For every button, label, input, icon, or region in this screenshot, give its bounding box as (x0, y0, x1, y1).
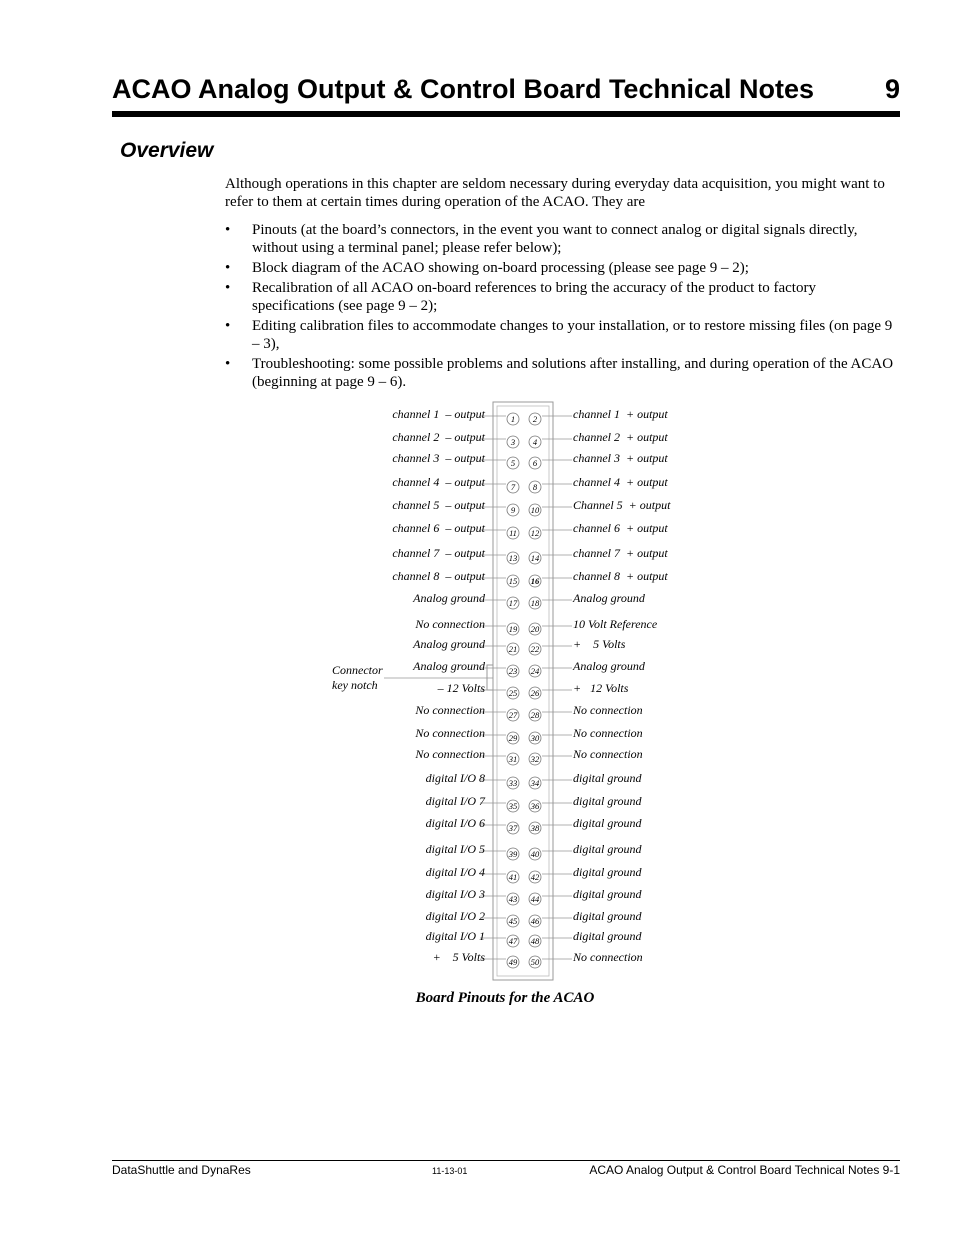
bullet-item (225, 355, 897, 391)
pin-row (437, 681, 629, 699)
pin-signal-left: digital I/O 6 (425, 816, 485, 830)
pin-number-even: 48 (530, 936, 540, 946)
chapter-title-text: ACAO Analog Output & Control Board Technical Notes (112, 74, 814, 104)
pin-number-odd: 5 (510, 458, 516, 468)
pin-signal-left: channel 1 – output (392, 407, 485, 421)
pin-signal-right: digital ground (573, 842, 642, 856)
pin-row (392, 475, 668, 493)
title-rule (112, 111, 900, 117)
pin-row (426, 816, 643, 834)
pin-number-odd: 39 (508, 849, 518, 859)
connector-key-label-line1: Connector (332, 663, 383, 677)
key-notch-shape (487, 665, 493, 690)
pin-number-odd: 19 (508, 624, 518, 634)
pin-number-even: 10 (530, 505, 540, 515)
pin-number-odd: 43 (508, 894, 518, 904)
pin-row (414, 617, 658, 635)
pin-number-odd: 21 (508, 644, 518, 654)
pin-number-even: 20 (530, 624, 540, 634)
chapter-title (112, 74, 900, 105)
connector-inner-outline (497, 406, 549, 976)
pin-row (426, 929, 643, 947)
pin-signal-right: channel 1 + output (573, 407, 668, 421)
pin-row (392, 546, 668, 564)
pin-signal-left: + 5 Volts (432, 950, 485, 964)
pin-signal-left: channel 3 – output (392, 451, 485, 465)
pin-signal-left: channel 7 – output (392, 546, 485, 560)
pin-signal-right: channel 3 + output (573, 451, 668, 465)
bullet-symbol: • (225, 318, 231, 334)
pin-row (426, 887, 643, 905)
pin-signal-left: channel 6 – output (392, 521, 485, 535)
pin-number-odd: 35 (508, 801, 518, 811)
pin-signal-right: channel 6 + output (573, 521, 668, 535)
pin-signal-right: channel 4 + output (573, 475, 668, 489)
pin-number-odd: 29 (508, 733, 518, 743)
pin-number-odd: 45 (508, 916, 518, 926)
pin-number-odd: 3 (510, 437, 516, 447)
pin-signal-left: channel 8 – output (392, 569, 485, 583)
pin-signal-left: – 12 Volts (437, 681, 485, 695)
intro-paragraph: Although operations in this chapter are seldom necessary during everyday data acquisition, you might want to refer to them at certain times during operation of the ACAO. They are (225, 176, 885, 210)
bullet-symbol: • (225, 260, 231, 276)
bullet-item (225, 317, 897, 353)
pin-row (433, 950, 643, 968)
pin-signal-right: No connection (573, 747, 643, 761)
pin-row (414, 726, 642, 744)
pin-number-even: 12 (530, 528, 540, 538)
pin-number-odd: 27 (508, 710, 518, 720)
connector-outer-outline (493, 402, 553, 980)
pin-signal-right: channel 7 + output (573, 546, 668, 560)
pin-row (426, 909, 643, 927)
pin-signal-left: digital I/O 3 (425, 887, 485, 901)
pin-row (392, 407, 668, 425)
pin-signal-right: Analog ground (573, 659, 645, 673)
pin-row (392, 430, 668, 448)
footer-right: ACAO Analog Output & Control Board Technical Notes 9-1 (589, 1163, 900, 1177)
pin-row (392, 451, 668, 469)
bullet-list (225, 221, 897, 393)
pin-number-even: 32 (530, 754, 540, 764)
footer-left: DataShuttle and DynaRes (112, 1163, 251, 1177)
pin-number-even: 34 (530, 778, 540, 788)
pin-signal-left: channel 5 – output (392, 498, 485, 512)
pin-signal-left: Analog ground (413, 659, 485, 673)
pin-number-even: 26 (530, 688, 540, 698)
pin-signal-left: digital I/O 7 (425, 794, 485, 808)
pin-signal-right: + 12 Volts (573, 681, 629, 695)
pin-signal-left: No connection (415, 617, 485, 631)
pin-number-even: 28 (530, 710, 540, 720)
pin-number-odd: 47 (508, 936, 518, 946)
pin-row (412, 591, 646, 609)
pin-row (426, 865, 643, 883)
bullet-text: Editing calibration files to accommodate changes to your installation, or to restore missing files (on page 9 – 3), (252, 318, 893, 352)
pin-number-even: 16 (530, 576, 540, 586)
connector-key-label-line2: key notch (332, 678, 378, 692)
footer-date: 11-13-01 (432, 1166, 468, 1176)
pin-signal-right: channel 2 + output (573, 430, 668, 444)
pin-signal-left: No connection (415, 747, 485, 761)
bullet-symbol: • (225, 280, 231, 296)
pin-row (412, 637, 626, 655)
chapter-number: 9 (884, 74, 900, 104)
pin-row (414, 703, 642, 721)
pin-signal-left: Analog ground (413, 637, 485, 651)
pin-signal-left: No connection (415, 703, 485, 717)
pin-number-odd: 37 (508, 823, 518, 833)
pin-number-even: 14 (530, 553, 540, 563)
pin-number-even: 24 (530, 666, 540, 676)
figure-caption: Board Pinouts for the ACAO (415, 990, 595, 1006)
pin-signal-left: digital I/O 5 (425, 842, 485, 856)
pin-row (392, 569, 668, 587)
pin-number-even: 2 (532, 414, 538, 424)
bullet-item (225, 259, 897, 277)
pin-number-even: 38 (530, 823, 540, 833)
pin-number-even: 42 (530, 872, 540, 882)
pin-number-even: 36 (530, 801, 540, 811)
pin-number-even: 6 (532, 458, 538, 468)
pin-number-odd: 7 (510, 482, 516, 492)
pin-number-even: 22 (530, 644, 540, 654)
pin-signal-right: digital ground (573, 865, 642, 879)
pin-row (426, 794, 643, 812)
pin-signal-right: + 5 Volts (573, 637, 626, 651)
pin-signal-right: No connection (573, 726, 643, 740)
pin-signal-right: No connection (573, 703, 643, 717)
bullet-text: Pinouts (at the board’s connectors, in the event you want to connect analog or digital signals directly, without using a terminal panel; please refer below); (252, 222, 858, 256)
pin-signal-right: digital ground (573, 794, 642, 808)
pin-number-even: 30 (530, 733, 540, 743)
pin-number-even: 44 (530, 894, 540, 904)
pin-signal-right: 10 Volt Reference (573, 617, 658, 631)
pin-signal-right: No connection (573, 950, 643, 964)
pin-row (426, 842, 643, 860)
section-heading: Overview (120, 139, 214, 162)
pin-number-odd: 1 (510, 414, 516, 424)
pin-signal-left: digital I/O 2 (425, 909, 485, 923)
pin-number-odd: 9 (510, 505, 516, 515)
bullet-text: Block diagram of the ACAO showing on-board processing (please see page 9 – 2); (252, 260, 749, 276)
pin-number-even: 8 (532, 482, 538, 492)
pin-number-odd: 25 (508, 688, 518, 698)
bullet-symbol: • (225, 222, 231, 238)
pin-number-odd: 11 (509, 528, 517, 538)
pin-signal-right: digital ground (573, 909, 642, 923)
bullet-text: Recalibration of all ACAO on-board references to bring the accuracy of the product to factory specifications (see page 9 – 2); (252, 280, 816, 314)
pin-signal-right: channel 8 + output (573, 569, 668, 583)
pin-signal-right: digital ground (573, 816, 642, 830)
pin-signal-right: digital ground (573, 929, 642, 943)
pin-number-odd: 23 (508, 666, 518, 676)
footer-rule (112, 1160, 900, 1161)
pin-row (412, 659, 646, 677)
pin-signal-right: Channel 5 + output (573, 498, 671, 512)
pin-row (392, 521, 668, 539)
pin-number-odd: 15 (508, 576, 518, 586)
bullet-symbol: • (225, 356, 231, 372)
pin-signal-right: digital ground (573, 887, 642, 901)
pin-row (414, 747, 642, 765)
pin-number-odd: 13 (508, 553, 518, 563)
pin-signal-left: digital I/O 8 (425, 771, 485, 785)
pin-number-even: 18 (530, 598, 540, 608)
pin-number-even: 40 (530, 849, 540, 859)
pin-number-odd: 17 (508, 598, 518, 608)
bullet-text: Troubleshooting: some possible problems and solutions after installing, and during operation of the ACAO (beginning at page 9 – 6). (252, 356, 894, 390)
pin-number-odd: 41 (508, 872, 518, 882)
pin-signal-left: No connection (415, 726, 485, 740)
pin-signal-left: channel 2 – output (392, 430, 485, 444)
pin-rows (392, 407, 671, 968)
pin-signal-right: Analog ground (573, 591, 645, 605)
pin-number-odd: 31 (508, 754, 518, 764)
pin-number-even: 50 (530, 957, 540, 967)
bullet-item (225, 279, 897, 315)
pin-number-even: 46 (530, 916, 540, 926)
pin-number-even: 4 (532, 437, 538, 447)
pin-row (426, 771, 643, 789)
pin-number-odd: 49 (508, 957, 518, 967)
pin-signal-left: digital I/O 4 (425, 865, 485, 879)
pin-signal-right: digital ground (573, 771, 642, 785)
pin-signal-left: digital I/O 1 (425, 929, 485, 943)
pin-number-odd: 33 (508, 778, 518, 788)
pin-row (392, 498, 671, 516)
bullet-item (225, 221, 897, 257)
pin-signal-left: channel 4 – output (392, 475, 485, 489)
pin-signal-left: Analog ground (413, 591, 485, 605)
